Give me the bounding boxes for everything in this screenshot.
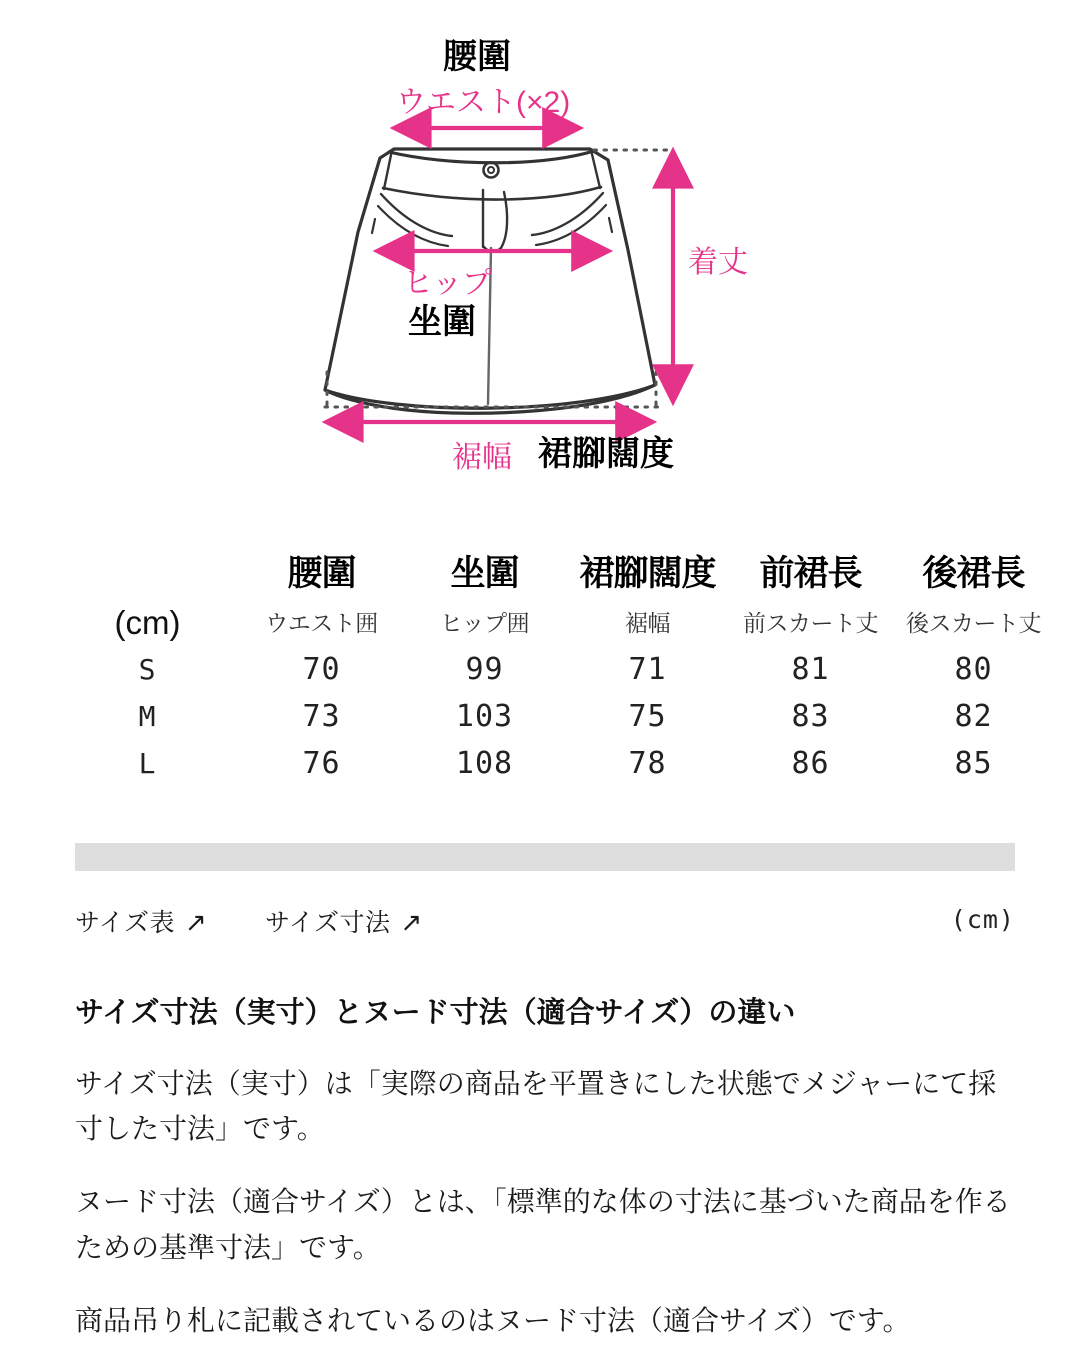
header-jp-front-length: 前スカート丈 xyxy=(743,610,878,636)
table-unit-label: (cm) xyxy=(114,604,181,641)
table-header-row-jp xyxy=(55,600,1055,646)
header-zh-waist: 腰圍 xyxy=(287,554,356,593)
cell-back-length: 85 xyxy=(954,746,993,781)
header-jp-waist: ウエスト囲 xyxy=(265,610,378,636)
links-unit-label: (cm) xyxy=(950,905,1015,934)
header-zh-hem: 裙腳闊度 xyxy=(579,554,716,593)
header-jp-hem: 裾幅 xyxy=(625,610,670,636)
cell-hem: 71 xyxy=(628,652,667,687)
header-jp-back-length: 後スカート丈 xyxy=(906,610,1041,636)
cell-hem: 78 xyxy=(628,746,667,781)
note-paragraph: サイズ寸法（実寸）は「実際の商品を平置きにした状態でメジャーにて採寸した寸法」です。 xyxy=(75,1067,997,1145)
external-link-arrow-icon: ↗ xyxy=(185,907,208,937)
diagram-label-waist-zh: 腰圍 xyxy=(443,38,511,76)
header-zh-hip: 坐圍 xyxy=(450,554,519,593)
header-jp-hip: ヒップ囲 xyxy=(439,610,530,636)
header-zh-back-length: 後裙長 xyxy=(922,554,1025,593)
table-header-row-zh xyxy=(55,548,1055,600)
size-table xyxy=(55,548,1055,787)
size-table-container xyxy=(0,548,1080,787)
diagram-label-length-jp: 着丈 xyxy=(688,246,748,279)
diagram-label-waist-jp: ウエスト(×2) xyxy=(396,86,571,119)
cell-waist: 76 xyxy=(302,746,341,781)
row-size-label: L xyxy=(138,747,157,780)
external-link-arrow-icon: ↗ xyxy=(400,907,423,937)
link-size-table-label: サイズ表 xyxy=(75,909,176,937)
notes-section xyxy=(75,995,1020,1365)
row-size-label: M xyxy=(138,700,157,733)
links-row xyxy=(75,903,1015,943)
cell-front-length: 81 xyxy=(791,652,830,687)
cell-hip: 108 xyxy=(455,746,514,781)
cell-waist: 70 xyxy=(302,652,341,687)
section-divider-bar xyxy=(75,843,1015,871)
table-row xyxy=(55,646,1055,693)
link-size-spec-label: サイズ寸法 xyxy=(265,909,391,937)
note-paragraph: 商品吊り札に記載されているのはヌード寸法（適合サイズ）です。 xyxy=(75,1305,911,1337)
cell-hip: 99 xyxy=(465,652,504,687)
cell-front-length: 83 xyxy=(791,699,830,734)
cell-back-length: 80 xyxy=(954,652,993,687)
diagram-label-hip-zh: 坐圍 xyxy=(408,303,476,341)
cell-hem: 75 xyxy=(628,699,667,734)
header-zh-front-length: 前裙長 xyxy=(759,554,862,593)
link-size-table[interactable] xyxy=(75,903,207,939)
cell-hip: 103 xyxy=(455,699,514,734)
link-size-spec[interactable] xyxy=(265,903,423,939)
skirt-measurement-diagram xyxy=(0,0,1080,520)
table-row xyxy=(55,740,1055,787)
cell-front-length: 86 xyxy=(791,746,830,781)
note-paragraph: ヌード寸法（適合サイズ）とは、「標準的な体の寸法に基づいた商品を作るための基準寸法」です。 xyxy=(75,1186,1011,1263)
diagram-label-hem-jp: 裾幅 xyxy=(452,441,512,474)
header-corner-spacer xyxy=(55,548,240,600)
row-size-label: S xyxy=(138,653,157,686)
cell-waist: 73 xyxy=(302,699,341,734)
notes-heading: サイズ寸法（実寸）とヌード寸法（適合サイズ）の違い xyxy=(75,997,796,1029)
cell-back-length: 82 xyxy=(954,699,993,734)
table-row xyxy=(55,693,1055,740)
diagram-label-hem-zh: 裙腳闊度 xyxy=(538,435,674,473)
diagram-label-hip-jp: ヒップ xyxy=(403,267,493,300)
